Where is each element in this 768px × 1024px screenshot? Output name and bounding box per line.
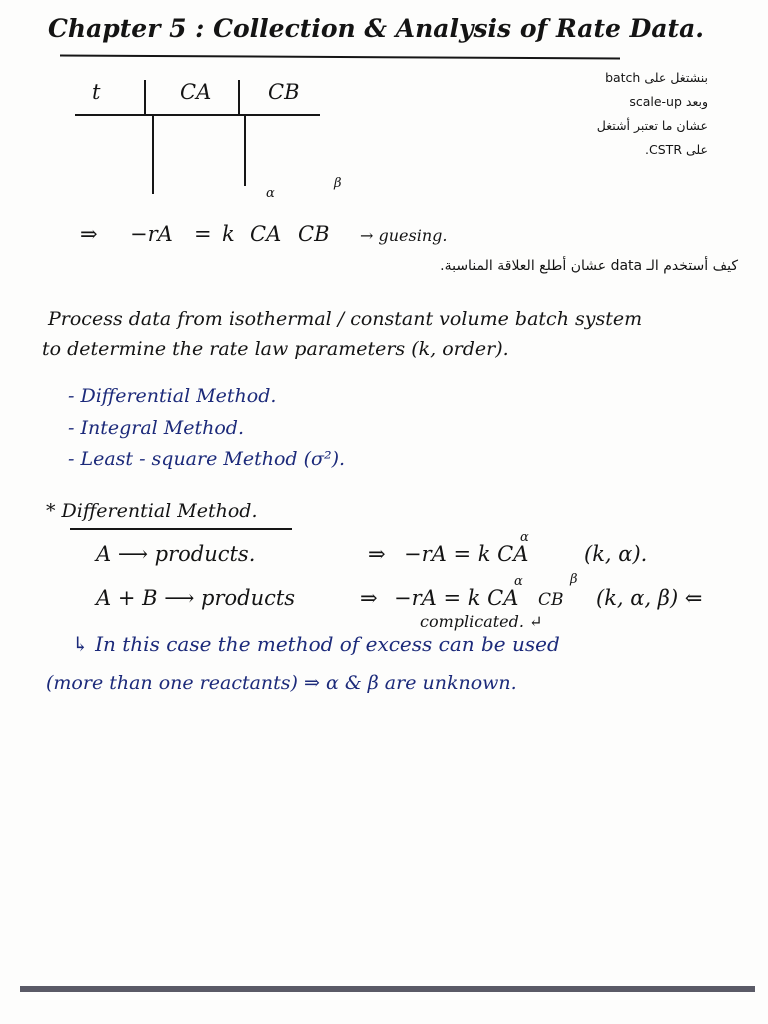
excess-note-line: (more than one reactants) ⇒ α & β are unknown.: [46, 672, 517, 694]
table-header-cb: CB: [268, 80, 300, 104]
method-item: - Integral Method.: [68, 417, 244, 439]
method-item: - Least - square Method (σ²).: [68, 448, 346, 470]
exponent-beta-label: β: [334, 176, 342, 191]
excess-note-line: ↳ In this case the method of excess can be used: [72, 632, 560, 656]
guessing-note: → guesing.: [360, 226, 448, 245]
table-header-rule: [75, 114, 320, 116]
complicated-note: complicated. ↵: [420, 612, 543, 631]
exponent-alpha: α: [514, 574, 523, 589]
table-header-t: t: [92, 80, 101, 104]
concentration-a: CA: [250, 222, 282, 246]
rate-law-single: −rA = k CA: [404, 542, 529, 566]
implies-arrow: ⇒: [360, 586, 378, 610]
exponent-alpha-label: α: [266, 186, 275, 201]
side-note-line: بنشتغل على batch: [605, 70, 708, 85]
rate-constant: k: [222, 222, 235, 246]
table-col-divider-2: [238, 80, 240, 116]
rate-lhs: −rA: [130, 222, 173, 246]
heading-underline: [70, 528, 292, 530]
side-note-line: وبعد scale-up: [629, 94, 708, 109]
parameters-single: (k, α).: [584, 542, 648, 566]
exponent-beta: β: [570, 572, 578, 587]
exponent-alpha: α: [520, 530, 529, 545]
implies-arrow: ⇒: [80, 222, 98, 246]
differential-method-heading: * Differential Method.: [46, 500, 258, 522]
arabic-guess-note: كيف أستخدم الـ data عشان أطلع العلاقة المناسبة.: [440, 258, 738, 274]
concentration-b: CB: [298, 222, 330, 246]
table-col-divider-1: [144, 80, 146, 116]
table-header-ca: CA: [180, 80, 212, 104]
method-item: - Differential Method.: [68, 385, 277, 407]
side-note-line: على CSTR.: [645, 142, 708, 157]
reaction-double: A + B ⟶ products: [96, 586, 296, 610]
parameters-double: (k, α, β) ⇐: [596, 586, 703, 610]
equals-sign: =: [194, 222, 212, 246]
implies-arrow: ⇒: [368, 542, 386, 566]
table-col-divider-1b: [152, 116, 154, 194]
scan-bottom-edge: [20, 986, 755, 992]
concentration-b: CB: [538, 590, 564, 610]
reaction-single: A ⟶ products.: [96, 542, 256, 566]
page-title: Chapter 5 : Collection & Analysis of Rate Data.: [48, 14, 704, 43]
process-paragraph-line: to determine the rate law parameters (k, order).: [42, 338, 509, 360]
table-col-divider-2b: [244, 116, 246, 186]
process-paragraph-line: Process data from isothermal / constant volume batch system: [48, 308, 643, 330]
rate-law-double: −rA = k CA: [394, 586, 519, 610]
side-note-line: عشان ما تعتبر أشتغل: [596, 118, 708, 133]
title-underline: [60, 55, 620, 60]
